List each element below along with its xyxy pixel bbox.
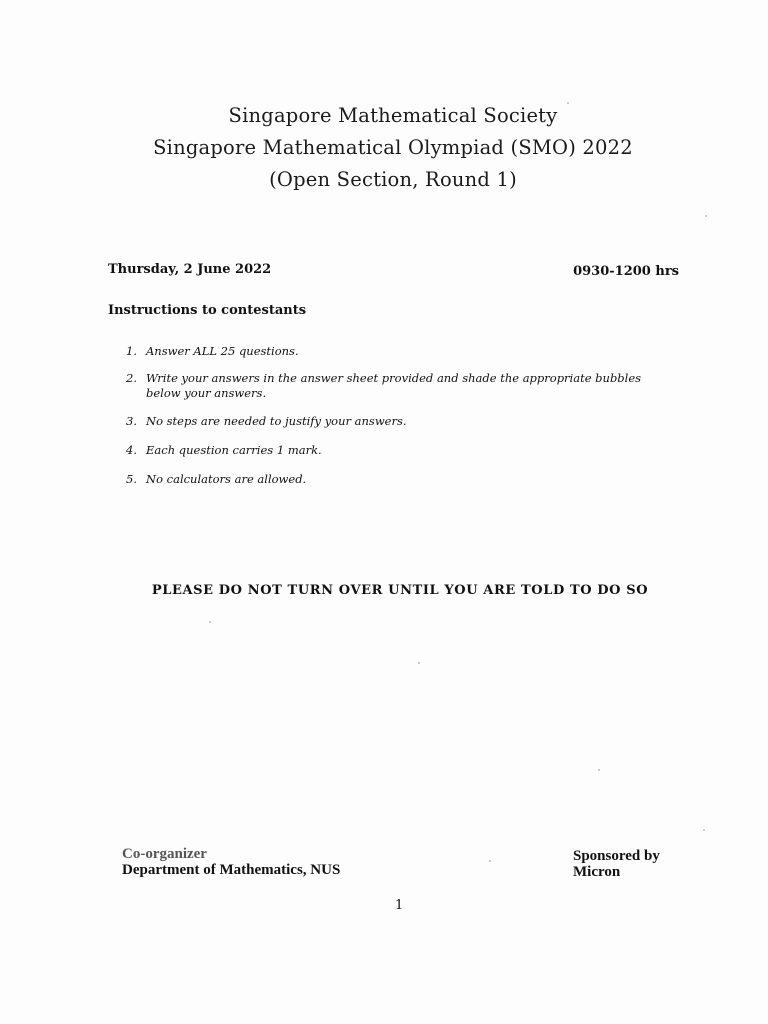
instruction-item: [126, 371, 686, 401]
instruction-text: Each question carries 1 mark.: [146, 443, 322, 457]
do-not-turn-over-notice: PLEASE DO NOT TURN OVER UNTIL YOU ARE TOLD TO DO SO: [151, 583, 649, 598]
exam-date: Thursday, 2 June 2022: [108, 262, 272, 277]
instruction-text: Answer ALL 25 questions.: [146, 344, 299, 358]
scan-speck: [567, 102, 569, 104]
scan-speck: [209, 621, 211, 623]
sponsor-name: Micron: [573, 864, 621, 880]
coorganizer-label: Co-organizer: [122, 846, 207, 862]
instruction-item: [126, 414, 686, 429]
coorganizer-name: Department of Mathematics, NUS: [122, 862, 341, 878]
instruction-number: 3.: [126, 414, 137, 428]
instruction-item: [126, 344, 686, 359]
scan-speck: [418, 662, 420, 664]
title-block: [0, 100, 768, 196]
title-competition: Singapore Mathematical Olympiad (SMO) 2022: [153, 136, 633, 159]
instruction-number: 5.: [126, 472, 137, 486]
scan-speck: [489, 860, 491, 862]
page-number: 1: [395, 898, 404, 913]
instructions-list: [126, 344, 686, 501]
scan-speck: [703, 829, 705, 831]
instruction-number: 4.: [126, 443, 137, 457]
instruction-number: 2.: [126, 371, 137, 385]
instructions-heading: Instructions to contestants: [108, 303, 307, 318]
title-organization: Singapore Mathematical Society: [228, 104, 558, 127]
instruction-item: [126, 443, 686, 458]
exam-time: 0930-1200 hrs: [573, 264, 679, 279]
title-section: (Open Section, Round 1): [269, 168, 517, 191]
instruction-number: 1.: [126, 344, 137, 358]
sponsor-label: Sponsored by: [573, 848, 660, 864]
instruction-text: No calculators are allowed.: [146, 472, 307, 486]
scan-speck: [598, 769, 600, 771]
instruction-item: [126, 472, 686, 487]
instruction-text: Write your answers in the answer sheet provided and shade the appropriate bubbles below your answers.: [146, 371, 642, 400]
instruction-text: No steps are needed to justify your answers.: [146, 414, 407, 428]
scan-speck: [705, 215, 707, 217]
